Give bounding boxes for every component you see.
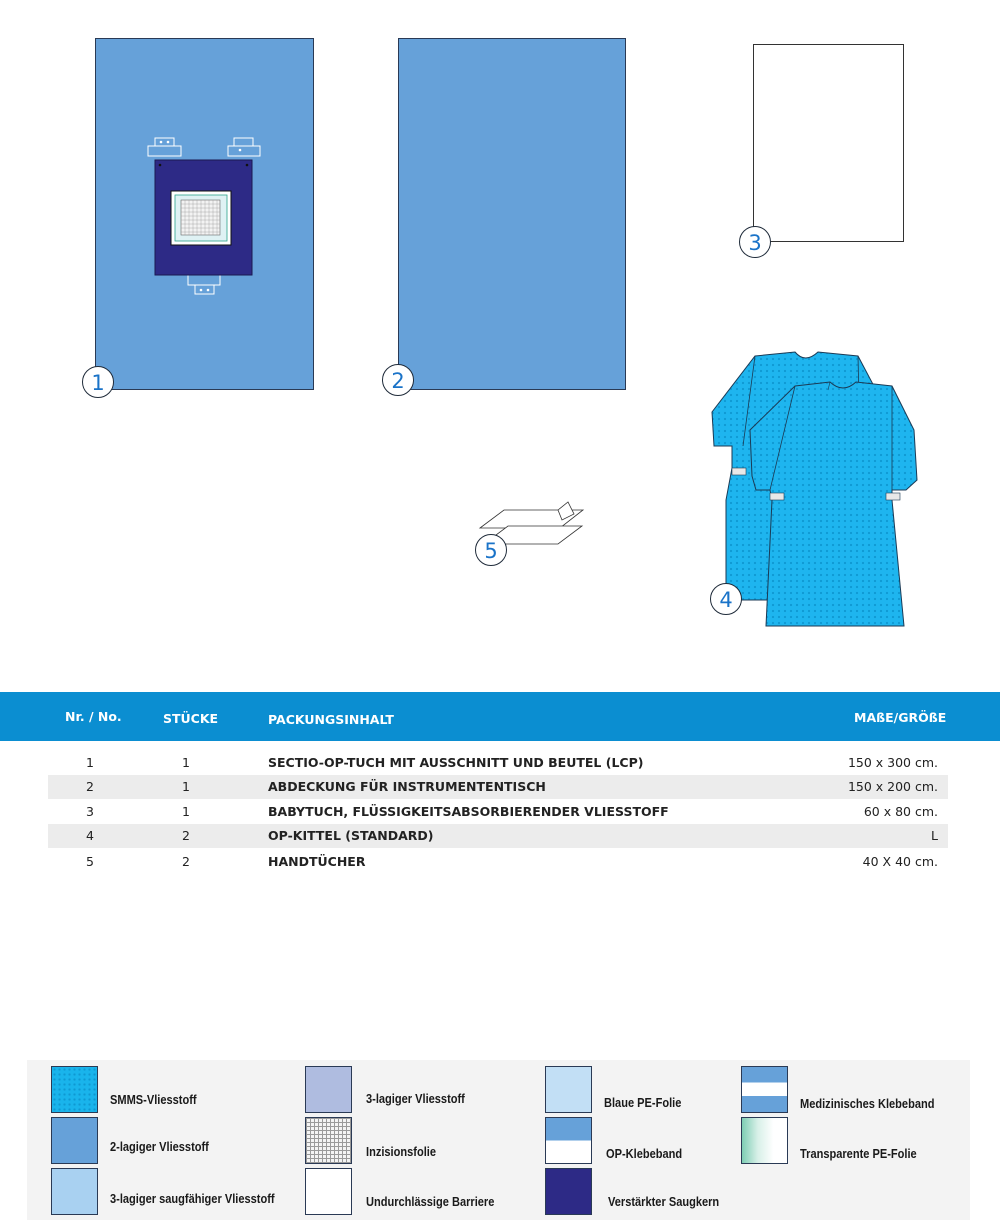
row-inhalt: HANDTÜCHER — [268, 854, 366, 869]
reinforced-core-swatch-icon — [545, 1168, 592, 1215]
header-inhalt: PACKUNGSINHALT — [268, 712, 394, 727]
table-row — [48, 850, 948, 874]
transparent-pe-swatch-icon — [741, 1117, 788, 1164]
legend-label: Blaue PE-Folie — [604, 1095, 682, 1110]
smms-swatch-icon — [51, 1066, 98, 1113]
row-nr: 4 — [86, 828, 94, 843]
two-layer-swatch-icon — [51, 1117, 98, 1164]
row-inhalt: OP-KITTEL (STANDARD) — [268, 828, 434, 843]
legend-label: 3-lagiger Vliesstoff — [366, 1091, 465, 1106]
legend-label: SMMS-Vliesstoff — [110, 1092, 197, 1107]
row-stuecke: 1 — [182, 755, 190, 770]
row-stuecke: 1 — [182, 804, 190, 819]
callout-2: 2 — [382, 364, 414, 396]
row-stuecke: 2 — [182, 828, 190, 843]
legend-label: 3-lagiger saugfähiger Vliesstoff — [110, 1191, 275, 1206]
row-masse: 60 x 80 cm. — [863, 804, 938, 819]
table-cover-icon — [398, 38, 626, 390]
legend-label: Transparente PE-Folie — [800, 1146, 917, 1161]
row-stuecke: 2 — [182, 854, 190, 869]
three-layer-swatch-icon — [305, 1066, 352, 1113]
row-nr: 3 — [86, 804, 94, 819]
header-masse: MAßE/GRÖßE — [854, 710, 947, 725]
barrier-swatch-icon — [305, 1168, 352, 1215]
row-nr: 2 — [86, 779, 94, 794]
row-inhalt: BABYTUCH, FLÜSSIGKEITSABSORBIERENDER VLIESSTOFF — [268, 804, 669, 819]
incision-film-swatch-icon — [305, 1117, 352, 1164]
row-nr: 1 — [86, 755, 94, 770]
op-tape-swatch-icon — [545, 1117, 592, 1164]
row-masse: 40 X 40 cm. — [862, 854, 938, 869]
legend-label: Undurchlässige Barriere — [366, 1194, 495, 1209]
legend-label: 2-lagiger Vliesstoff — [110, 1139, 209, 1154]
row-nr: 5 — [86, 854, 94, 869]
legend-label: Medizinisches Klebeband — [800, 1096, 935, 1111]
drape-1-illustration — [95, 38, 314, 390]
table-header-band — [0, 692, 1000, 741]
table-row — [48, 751, 948, 775]
blue-pe-film-swatch-icon — [545, 1066, 592, 1113]
gown-illustration — [710, 350, 922, 630]
row-masse: 150 x 300 cm. — [847, 755, 938, 770]
header-nr: Nr. / No. — [65, 709, 122, 724]
absorbent-swatch-icon — [51, 1168, 98, 1215]
callout-1: 1 — [82, 366, 114, 398]
row-inhalt: SECTIO-OP-TUCH MIT AUSSCHNITT UND BEUTEL (LCP) — [268, 755, 644, 770]
sectio-drape-icon — [95, 38, 314, 390]
callout-4: 4 — [710, 583, 742, 615]
row-masse: 150 x 200 cm. — [847, 779, 938, 794]
table-row — [48, 824, 948, 848]
row-masse: L — [931, 828, 938, 843]
callout-5: 5 — [475, 534, 507, 566]
header-stuecke: STÜCKE — [163, 711, 219, 726]
drape-2-illustration — [398, 38, 626, 390]
surgical-gown-icon — [710, 350, 922, 630]
table-row — [48, 800, 948, 824]
legend-label: Verstärkter Saugkern — [608, 1194, 720, 1209]
baby-towel-icon — [753, 44, 904, 242]
row-stuecke: 1 — [182, 779, 190, 794]
legend-label: Inzisionsfolie — [366, 1144, 436, 1159]
callout-3: 3 — [739, 226, 771, 258]
medical-tape-swatch-icon — [741, 1066, 788, 1113]
legend-label: OP-Klebeband — [606, 1146, 683, 1161]
table-row — [48, 775, 948, 799]
row-inhalt: ABDECKUNG FÜR INSTRUMENTENTISCH — [268, 779, 546, 794]
baby-towel-illustration — [753, 44, 904, 242]
